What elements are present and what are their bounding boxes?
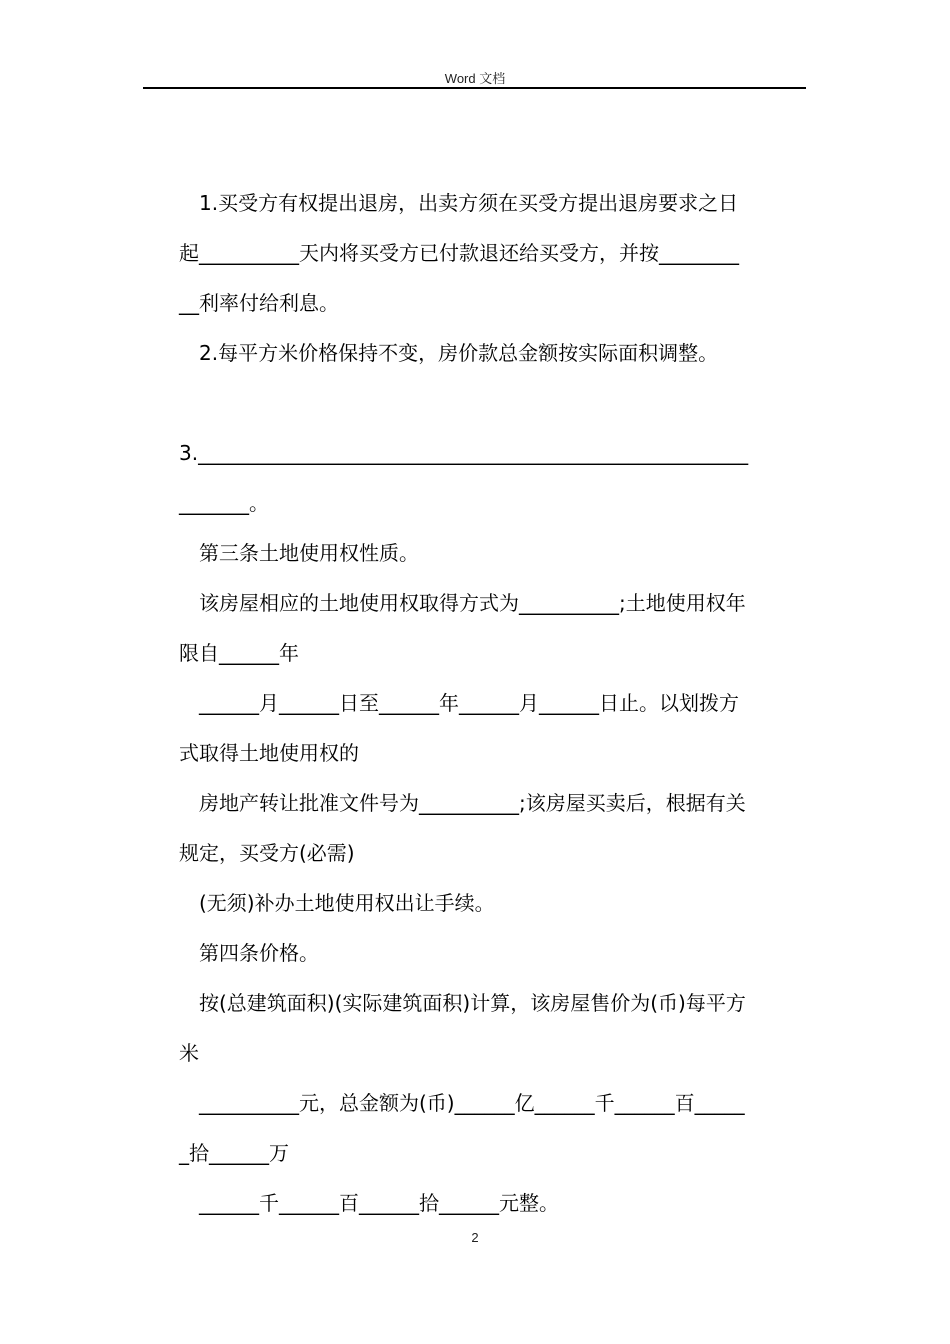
paragraph-line: 米 — [179, 1041, 199, 1065]
paragraph-line: __利率付给利息。 — [179, 291, 339, 315]
paragraph-line: ______千______百______拾______元整。 — [199, 1191, 559, 1215]
paragraph-line: _______。 — [179, 491, 269, 515]
paragraph-line: 第三条土地使用权性质。 — [199, 541, 419, 565]
paragraph-line: 1.买受方有权提出退房，出卖方须在买受方提出退房要求之日 — [199, 191, 739, 215]
paragraph-line: _拾______万 — [179, 1141, 289, 1165]
paragraph-line: ______月______日至______年______月______日止。以划拨方 — [199, 691, 739, 715]
paragraph-line: 2.每平方米价格保持不变，房价款总金额按实际面积调整。 — [199, 341, 719, 365]
blank-line — [179, 378, 806, 428]
header-title: Word 文档 — [444, 71, 506, 86]
paragraph-line: 按(总建筑面积)(实际建筑面积)计算，该房屋售价为(币)每平方 — [199, 991, 746, 1015]
paragraph-line: 房地产转让批准文件号为__________;该房屋买卖后，根据有关 — [199, 791, 746, 815]
paragraph-line: 规定，买受方(必需) — [179, 841, 355, 865]
paragraph-line: __________元，总金额为(币)______亿______千______百_____ — [199, 1091, 745, 1115]
paragraph-line: (无须)补办土地使用权出让手续。 — [199, 891, 495, 915]
document-body — [179, 178, 806, 1228]
paragraph-line: 限自______年 — [179, 641, 299, 665]
paragraph-line: 3._______________________________________________________ — [179, 441, 749, 465]
page-number: 2 — [471, 1230, 479, 1245]
header-rule — [143, 87, 806, 89]
paragraph-line: 起__________天内将买受方已付款退还给买受方，并按________ — [179, 241, 739, 265]
paragraph-line: 该房屋相应的土地使用权取得方式为__________;土地使用权年 — [199, 591, 746, 615]
paragraph-line: 式取得土地使用权的 — [179, 741, 359, 765]
paragraph-line: 第四条价格。 — [199, 941, 319, 965]
